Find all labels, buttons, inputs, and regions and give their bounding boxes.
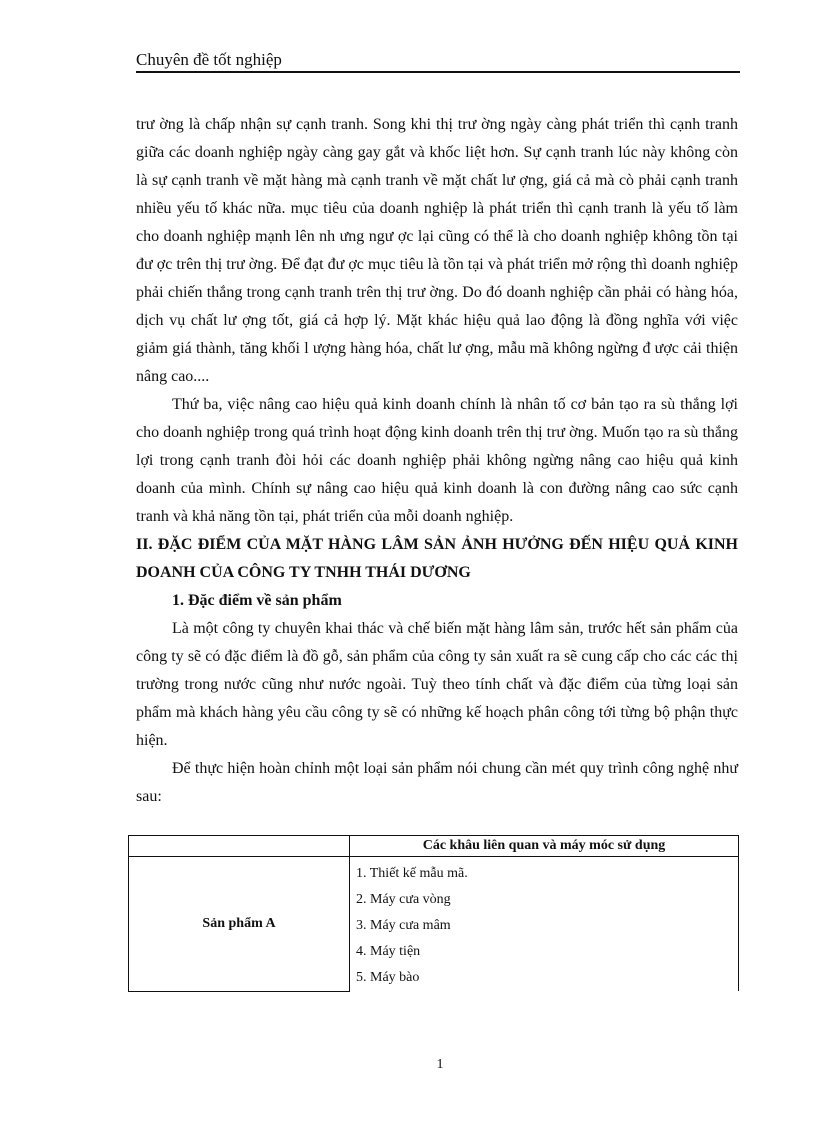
document-body bbox=[136, 111, 738, 811]
step-item: 3. Máy cưa mâm bbox=[356, 918, 451, 933]
table-header-empty bbox=[129, 836, 350, 857]
step-item: 2. Máy cưa vòng bbox=[356, 892, 451, 907]
step-item: 4. Máy tiện bbox=[356, 944, 421, 959]
page-number: 1 bbox=[436, 1057, 444, 1072]
paragraph-product-features: Là một công ty chuyên khai thác và chế biến mặt hàng lâm sản, trước hết sản phẩm của công ty sẽ có đặc điểm là đồ gỗ, sản phẩm của công ty sản xuất ra sẽ cung cấp cho các các thị trường trong nước cũng như nước ngoài. Tuỳ theo tính chất và đặc điểm của từng loại sản phẩm mà khách hàng yêu cầu công ty sẽ có những kế hoạch phân công tới từng bộ phận thực hiện. bbox=[136, 620, 738, 749]
paragraph-process-intro: Để thực hiện hoàn chỉnh một loại sản phẩm nói chung cần mét quy trình công nghệ như sau: bbox=[136, 760, 738, 805]
process-table bbox=[128, 835, 739, 992]
table-header-row bbox=[129, 836, 739, 857]
header-divider bbox=[136, 71, 740, 73]
table-row bbox=[129, 857, 739, 992]
paragraph-competition: trư ờng là chấp nhận sự cạnh tranh. Song khi thị trư ờng ngày càng phát triển thì cạnh tranh giữa các doanh nghiệp ngày càng gay gắt và khốc liệt hơn. Sự cạnh tranh lúc này không còn là sự cạnh tranh về mặt hàng mà cạnh tranh về mặt chất lư ợng, giá cả mà cò phải cạnh tranh nhiều yếu tố khác nữa. mục tiêu của doanh nghiệp là phát triển thì cạnh tranh là yếu tố làm cho doanh nghiệp mạnh lên nh ưng ngư ợc lại cũng có thể là cho doanh nghiệp không tồn tại đư ợc trên thị trư ờng. Để đạt đư ợc mục tiêu là tồn tại và phát triển mở rộng thì doanh nghiệp phải chiến thắng trong cạnh tranh trên thị trư ờng. Do đó doanh nghiệp cần phải có hàng hóa, dịch vụ chất lư ợng tốt, giá cả hợp lý. Mặt khác hiệu quả lao động là đồng nghĩa với việc giảm giá thành, tăng khối l ượng hàng hóa, chất lư ợng, mẫu mã không ngừng đ ược cải thiện nâng cao.... bbox=[136, 116, 738, 385]
step-item: 1. Thiết kế mẫu mã. bbox=[356, 866, 468, 881]
step-item: 5. Máy bào bbox=[356, 970, 420, 985]
subsection-heading: 1. Đặc điểm về sản phẩm bbox=[172, 592, 342, 609]
product-name-cell: Sản phẩm A bbox=[129, 857, 350, 992]
table-header-label: Các khâu liên quan và máy móc sử dụng bbox=[350, 836, 739, 857]
paragraph-third-point: Thứ ba, việc nâng cao hiệu quả kinh doanh chính là nhân tố cơ bản tạo ra sù thắng lợi cho doanh nghiệp trong quá trình hoạt động kinh doanh trên thị trư ờng. Muốn tạo ra sù thắng lợi trong cạnh tranh đòi hỏi các doanh nghiệp phải không ngừng nâng cao hiệu quả kinh doanh của mình. Chính sự nâng cao hiệu quả kinh doanh là con đường nâng cao sức cạnh tranh và khả năng tồn tại, phát triển của mỗi doanh nghiệp. bbox=[136, 396, 738, 525]
steps-cell bbox=[350, 857, 739, 992]
section-heading: II. ĐẶC ĐIỂM CỦA MẶT HÀNG LÂM SẢN ẢNH HƯỞNG ĐẾN HIỆU QUẢ KINH DOANH CỦA CÔNG TY TNHH THÁI DƯƠNG bbox=[136, 536, 738, 581]
page-header-title: Chuyên đề tốt nghiệp bbox=[136, 50, 282, 69]
